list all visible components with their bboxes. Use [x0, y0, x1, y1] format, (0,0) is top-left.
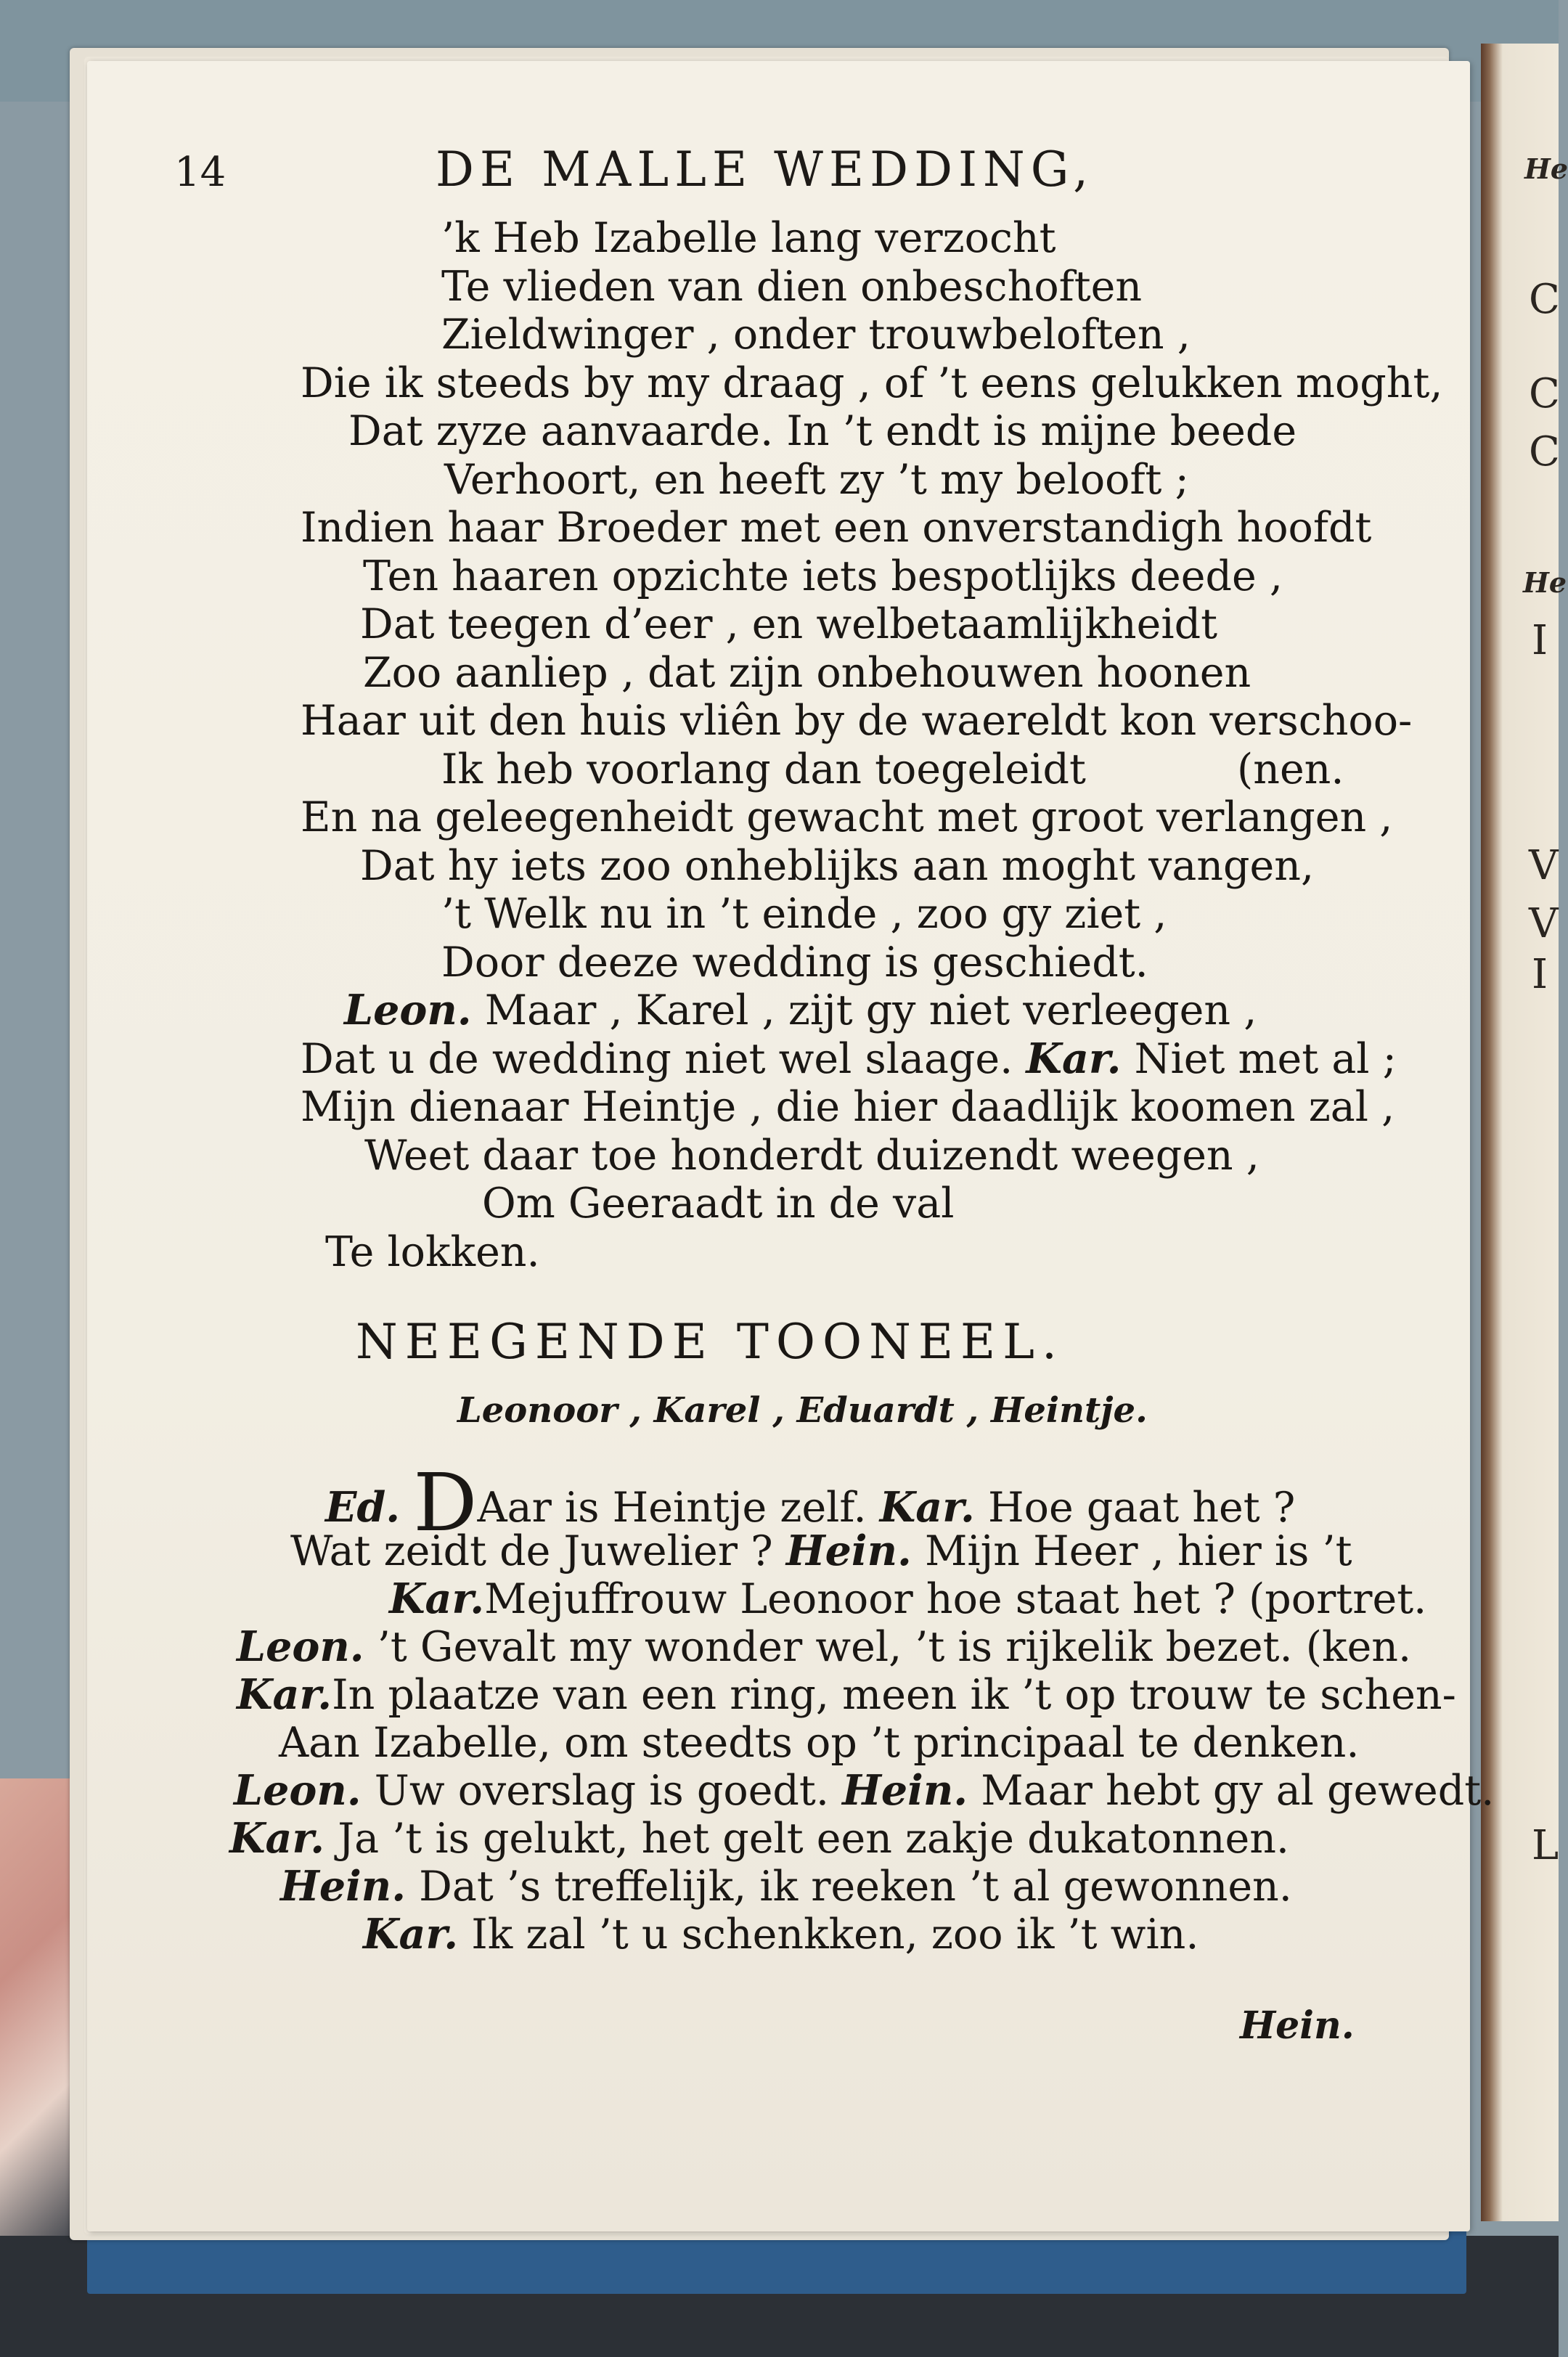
- speaker-label: Kar.: [229, 1814, 325, 1863]
- line-text: Weet daar toe honderdt duizendt weegen ,: [364, 1132, 1259, 1180]
- speaker-label: Kar.: [389, 1574, 485, 1623]
- verse-line: [301, 1035, 1397, 1084]
- catchword: Hein.: [1240, 2003, 1355, 2048]
- facing-page-fragment: He: [1524, 152, 1568, 185]
- verse-line: [441, 311, 1191, 359]
- facing-page-fragment: I: [1532, 617, 1548, 664]
- verse-line: [325, 1228, 540, 1277]
- facing-page-fragment: L: [1532, 1822, 1559, 1869]
- line-text: Verhoort, en heeft zy ’t my belooft ;: [444, 456, 1189, 504]
- facing-page-fragment: C: [1529, 276, 1560, 323]
- verse-line: [360, 842, 1314, 891]
- facing-page-fragment: C: [1529, 370, 1560, 417]
- dialogue-line: [229, 1815, 1289, 1863]
- speaker-label: Hein.: [280, 1862, 407, 1911]
- dialogue-line: [280, 1863, 1292, 1911]
- line-text: ’t Welk nu in ’t einde , zoo gy ziet ,: [441, 890, 1167, 938]
- line-text: Te lokken.: [325, 1228, 540, 1276]
- verse-line: [360, 600, 1217, 649]
- line-text: In plaatze van een ring, meen ik ’t op trouw te schen-: [332, 1671, 1456, 1719]
- page-number: 14: [174, 149, 226, 196]
- line-text: Dat zyze aanvaarde. In ’t endt is mijne beede: [348, 407, 1297, 455]
- speaker-label: Leon.: [344, 986, 472, 1034]
- line-text: Die ik steeds by my draag , of ’t eens gelukken moght,: [301, 359, 1443, 407]
- verse-line: [441, 890, 1167, 939]
- facing-page-fragment: I: [1532, 951, 1548, 998]
- line-text: Mijn dienaar Heintje , die hier daadlijk koomen zal ,: [301, 1083, 1395, 1131]
- facing-page-fragment: V: [1529, 842, 1559, 889]
- line-text: Indien haar Broeder met een onverstandigh hoofdt: [301, 504, 1372, 552]
- line-text: Ten haaren opzichte iets bespotlijks deede ,: [363, 552, 1283, 600]
- line-text: Haar uit den huis vliên by de waereldt kon verschoo-: [301, 697, 1413, 745]
- verse-line: [441, 263, 1142, 311]
- drop-cap: D: [413, 1456, 478, 1549]
- speaker-label: Kar.: [879, 1483, 975, 1532]
- verse-line: [441, 746, 1344, 794]
- verse-line: [441, 939, 1148, 987]
- speaker-label: Kar.: [237, 1670, 332, 1719]
- facing-page: [1481, 44, 1568, 2221]
- dialogue-line: [279, 1719, 1360, 1768]
- line-text: Maar , Karel , zijt gy niet verleegen ,: [471, 986, 1257, 1034]
- speaker-label: Hein.: [785, 1527, 912, 1575]
- line-text: Mejuffrouw Leonoor hoe staat het ? (portret.: [484, 1575, 1427, 1623]
- line-text: Aar is Heintje zelf.: [477, 1484, 880, 1532]
- line-text: Maar hebt gy al gewedt.: [968, 1767, 1495, 1815]
- line-text: Dat teegen d’eer , en welbetaamlijkheidt: [360, 600, 1217, 648]
- speaker-label: Kar.: [1026, 1034, 1122, 1083]
- line-text: ’t Gevalt my wonder wel, ’t is rijkelik bezet. (ken.: [364, 1623, 1412, 1671]
- line-text: Zieldwinger , onder trouwbeloften ,: [441, 311, 1191, 359]
- verse-line: [301, 1083, 1395, 1132]
- line-turnover: (nen.: [1237, 746, 1344, 793]
- dialogue-line: [325, 1456, 1296, 1549]
- verse-line: [301, 697, 1412, 746]
- dialogue-line: [234, 1767, 1494, 1815]
- facing-page-fragment: V: [1529, 900, 1559, 947]
- dialogue-line: [389, 1575, 1426, 1624]
- line-text: Uw overslag is goedt.: [361, 1767, 843, 1815]
- running-head: DE MALLE WEDDING,: [436, 142, 1095, 197]
- line-text: Hoe gaat het ?: [974, 1484, 1296, 1532]
- speaker-label: Kar.: [363, 1910, 459, 1958]
- facing-page-fragment: He: [1523, 566, 1567, 599]
- line-text: Ja ’t is gelukt, het gelt een zakje dukatonnen.: [324, 1815, 1290, 1863]
- scene-title: NEEGENDE TOONEEL.: [356, 1314, 1064, 1370]
- verse-line: [444, 456, 1189, 505]
- verse-line: [363, 649, 1251, 698]
- speaker-label: Ed.: [325, 1483, 401, 1532]
- line-text: Dat u de wedding niet wel slaage.: [301, 1035, 1026, 1083]
- line-text: ’k Heb Izabelle lang verzocht: [441, 214, 1056, 262]
- verse-line: [363, 552, 1283, 601]
- line-text: Zoo aanliep , dat zijn onbehouwen hoonen: [363, 649, 1251, 697]
- speaker-label: Leon.: [237, 1622, 364, 1671]
- verse-line: [482, 1180, 954, 1228]
- line-text: Wat zeidt de Juwelier ?: [290, 1527, 786, 1575]
- line-text: Ik zal ’t u schenkken, zoo ik ’t win.: [458, 1911, 1199, 1958]
- line-text: Mijn Heer , hier is ’t: [911, 1527, 1352, 1575]
- line-text: Ik heb voorlang dan toegeleidt: [441, 746, 1086, 793]
- verse-line: [364, 1132, 1259, 1180]
- facing-page-fragment: C: [1529, 428, 1560, 475]
- cast-list: Leonoor , Karel , Eduardt , Heintje.: [457, 1390, 1148, 1431]
- speaker-label: Hein.: [842, 1766, 968, 1815]
- dialogue-line: [290, 1527, 1352, 1576]
- line-text: Te vlieden van dien onbeschoften: [441, 263, 1143, 311]
- verse-line: [441, 214, 1055, 263]
- line-text: Aan Izabelle, om steedts op ’t principaal te denken.: [279, 1719, 1360, 1767]
- line-text: Om Geeraadt in de val: [482, 1180, 955, 1227]
- verse-line: [301, 504, 1371, 552]
- verse-line: [301, 359, 1442, 408]
- line-text: Dat ’s treffelijk, ik reeken ’t al gewonnen.: [406, 1863, 1292, 1911]
- dialogue-line: [237, 1623, 1411, 1672]
- line-text: Door deeze wedding is geschiedt.: [441, 939, 1148, 986]
- verse-line: [344, 986, 1257, 1035]
- speaker-label: Leon.: [234, 1766, 362, 1815]
- dialogue-line: [237, 1671, 1456, 1720]
- line-text: En na geleegenheidt gewacht met groot verlangen ,: [301, 793, 1393, 841]
- line-text: Dat hy iets zoo onheblijks aan moght vangen,: [360, 842, 1315, 890]
- verse-line: [301, 793, 1392, 842]
- verse-line: [348, 407, 1297, 456]
- line-text: Niet met al ;: [1121, 1035, 1397, 1083]
- dialogue-line: [363, 1911, 1199, 1959]
